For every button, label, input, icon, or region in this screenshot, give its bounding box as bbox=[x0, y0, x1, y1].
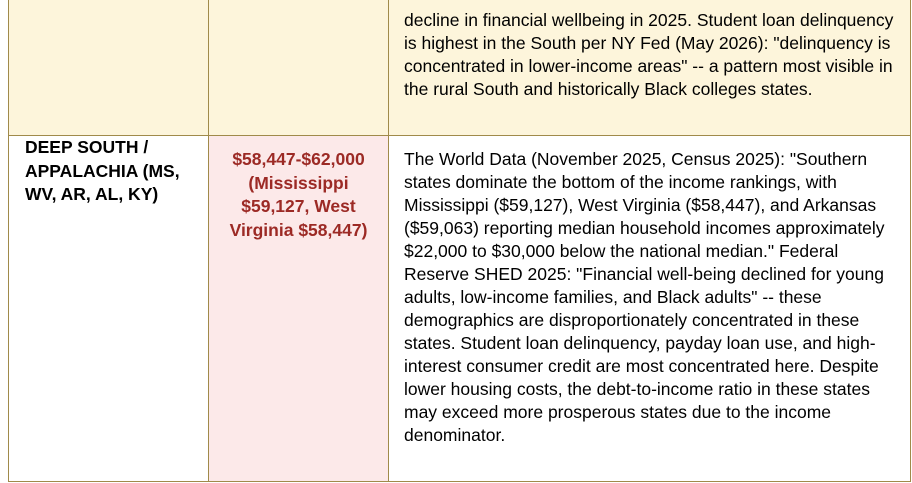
income-table bbox=[8, 0, 911, 482]
description-text: The World Data (November 2025, Census 2025): "Southern states dominate the bottom of the income rankings, with Mississippi ($59,127), West Virginia ($58,447), and Arkansas ($59,063) reporting median household incomes approximately $22,000 to $30,000 below the national median." Federal Reserve SHED 2025: "Financial well-being declined for young adults, low-income families, and Black adults" -- these demographics are disproportionately concentrated in these states. Student loan delinquency, payday loan use, and high-interest consumer credit are most concentrated here. Despite lower housing costs, the debt-to-income ratio in these states may exceed more prosperous states due to the income denominator. bbox=[404, 149, 885, 445]
income-cell bbox=[209, 136, 389, 481]
region-label: DEEP SOUTH / APPALACHIA (MS, WV, AR, AL, KY) bbox=[25, 137, 180, 204]
region-cell bbox=[9, 0, 209, 135]
table-row bbox=[9, 0, 910, 136]
table-row bbox=[9, 136, 910, 482]
income-cell bbox=[209, 0, 389, 135]
income-label: $58,447-$62,000 (Mississippi $59,127, West Virginia $58,447) bbox=[229, 149, 368, 240]
description-text: decline in financial wellbeing in 2025. Student loan delinquency is highest in the South per NY Fed (May 2026): "delinquency is concentrated in lower-income areas" -- a pattern most visible in the rural South and historically Black colleges states. bbox=[404, 10, 894, 99]
region-cell bbox=[9, 136, 209, 481]
description-cell bbox=[389, 136, 910, 481]
description-cell bbox=[389, 0, 910, 135]
